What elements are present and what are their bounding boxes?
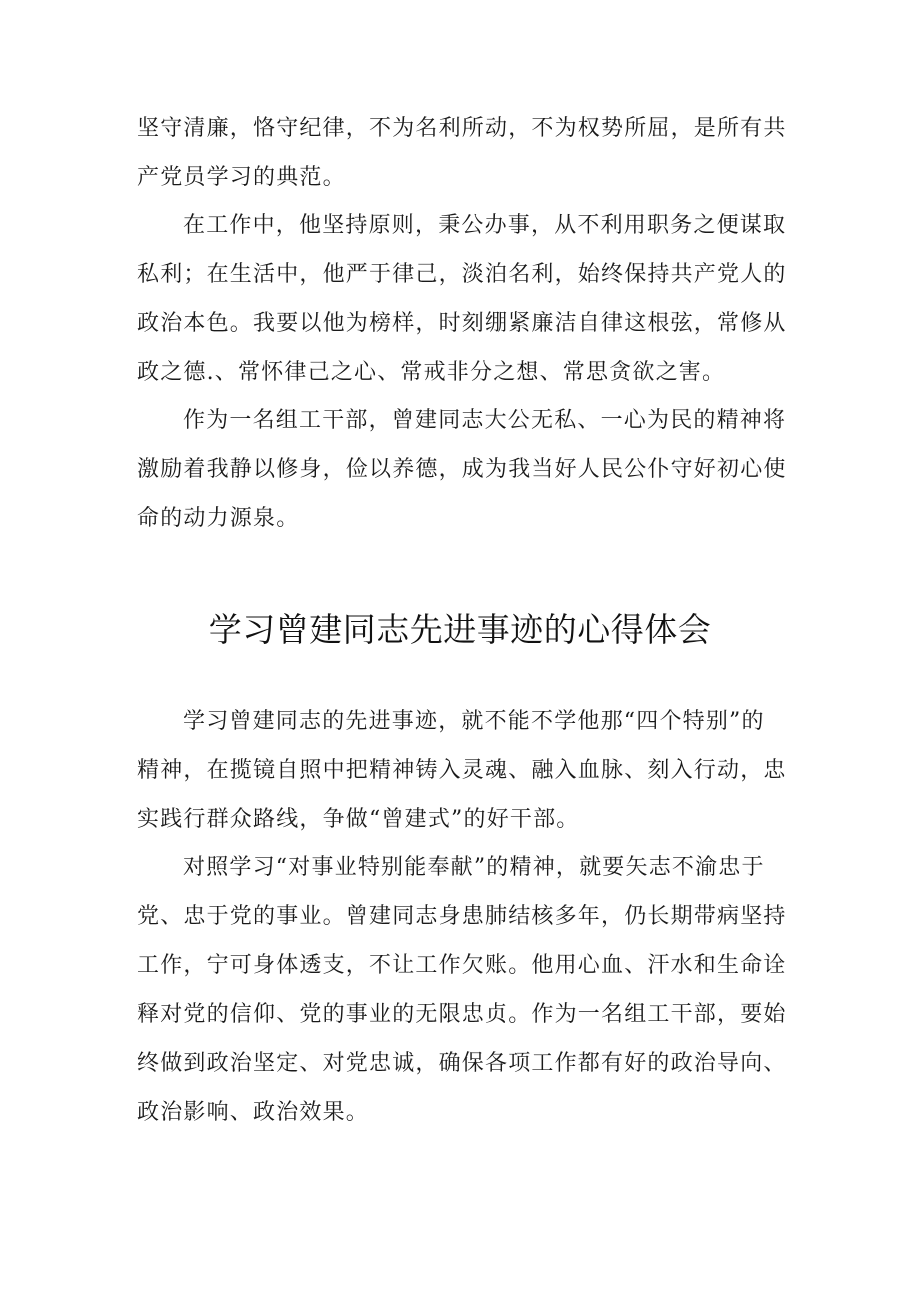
paragraph-line: 工作，宁可身体透支，不让工作欠账。他用心血、汗水和生命诠 <box>137 953 787 978</box>
paragraph-line: 在工作中，他坚持原则，秉公办事，从不利用职务之便谋取 <box>183 213 787 238</box>
paragraph-line: 释对党的信仰、党的事业的无限忠贞。作为一名组工干部，要始 <box>137 1002 787 1027</box>
paragraph-line: 作为一名组工干部，曾建同志大公无私、一心为民的精神将 <box>183 408 787 433</box>
section-title: 学习曾建同志先进事迹的心得体会 <box>208 610 712 649</box>
paragraph-line: 实践行群众路线，争做“曾建式”的好干部。 <box>137 807 580 832</box>
paragraph-dedication <box>137 843 792 1137</box>
paragraph-line: 终做到政治坚定、对党忠诚，确保各项工作都有好的政治导向、 <box>137 1051 787 1076</box>
paragraph-line: 激励着我静以修身，俭以养德，成为我当好人民公仆守好初心使 <box>137 457 787 482</box>
paragraph-line: 精神，在揽镜自照中把精神铸入灵魂、融入血脉、刻入行动，忠 <box>137 758 787 783</box>
paragraph-cadre <box>137 396 792 543</box>
paragraph-line: 政治本色。我要以他为榜样，时刻绷紧廉洁自律这根弦，常修从 <box>137 311 787 336</box>
paragraph-line: 命的动力源泉。 <box>137 506 300 531</box>
paragraph-line: 政治影响、政治效果。 <box>137 1100 370 1125</box>
paragraph-line: 党、忠于党的事业。曾建同志身患肺结核多年，仍长期带病坚持 <box>137 904 787 929</box>
paragraph-line: 私利；在生活中，他严于律己，淡泊名利，始终保持共产党人的 <box>137 262 787 287</box>
paragraph-line: 产党员学习的典范。 <box>137 165 346 190</box>
paragraph-line: 坚守清廉，恪守纪律，不为名利所动，不为权势所屈，是所有共 <box>137 116 787 141</box>
paragraph-work <box>137 201 792 397</box>
continuation-paragraph <box>137 104 792 202</box>
paragraph-line: 学习曾建同志的先进事迹，就不能不学他那“四个特别”的 <box>183 709 765 734</box>
paragraph-study <box>137 697 792 844</box>
paragraph-line: 对照学习“对事业特别能奉献”的精神，就要矢志不渝忠于 <box>183 855 765 880</box>
paragraph-line: 政之德.、常怀律己之心、常戒非分之想、常思贪欲之害。 <box>137 360 726 385</box>
